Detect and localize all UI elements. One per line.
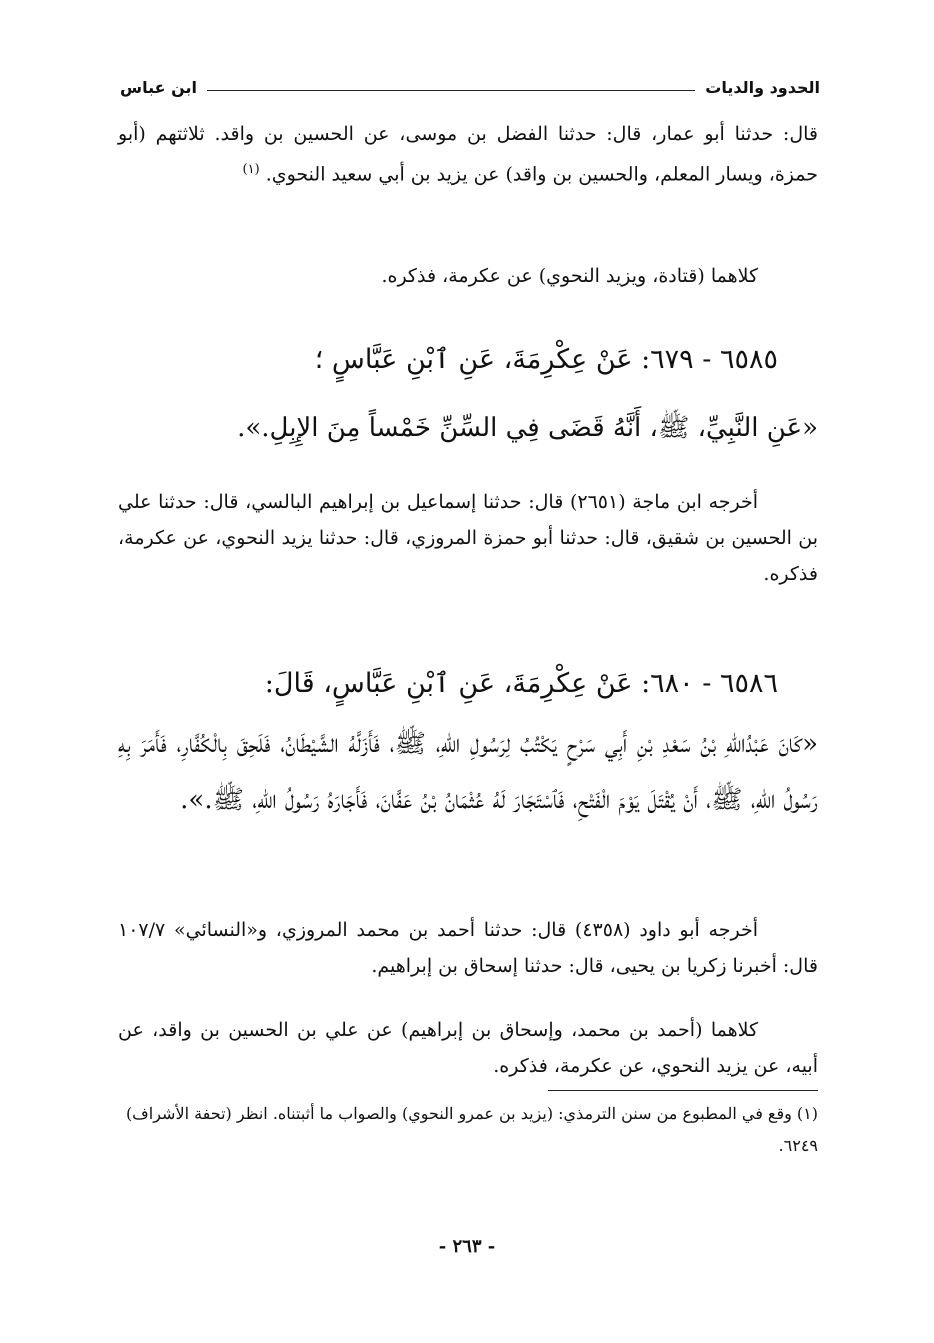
header-section-title: ابن عباس [120, 77, 198, 97]
hadith-1-heading: ٦٥٨٥ - ٦٧٩: عَنْ عِكْرِمَةَ، عَنِ ٱبْنِ عَبَّاسٍ ؛ [314, 344, 778, 375]
intro-conclusion: كلاهما (قتادة، ويزيد النحوي) عن عكرمة، فذكره. [381, 265, 758, 287]
footnote: (١) وقع في المطبوع من سنن الترمذي: (يزيد بن عمرو النحوي) والصواب ما أثبتناه. انظر (تحفة الأشراف) ٦٢٤٩. [125, 1104, 818, 1155]
hadith-2-text: «كَانَ عَبْدُاللّهِ بْنُ سَعْدِ بْنِ أَبِي سَرْحٍ يَكْتُبُ لِرَسُولِ اللّهِ، ﷺ، فَأَزَلَّهُ الشَّيْطَانُ، فَلَحِقَ بِالْكُفَّارِ، فَأَمَرَ بِهِ رَسُولُ اللّهِ، ﷺ، أَنْ يُقْتَلَ يَوْمَ الْفَتْحِ، فَٱسْتَجَارَ لَهُ عُثْمَانُ بْنُ عَفَّانَ، فَأَجَارَهُ رَسُولُ اللّهِ، ﷺ.». [118, 729, 818, 815]
intro-line-3: النحوي. [265, 163, 326, 186]
hadith-2-heading: ٦٥٨٦ - ٦٨٠: عَنْ عِكْرِمَةَ، عَنِ ٱبْنِ عَبَّاسٍ، قَالَ: [264, 668, 778, 699]
page-number: - ٢٦٣ - [438, 1236, 496, 1257]
running-header [120, 70, 820, 104]
header-rule [207, 90, 695, 91]
hadith-1-takhrij: أخرجه ابن ماجة (٢٦٥١) قال: حدثنا إسماعيل بن إبراهيم البالسي، قال: حدثنا علي بن الحسين بن شقيق، قال: حدثنا أبو حمزة المروزي، قال: حدثنا يزيد النحوي، عن عكرمة، فذكره. [118, 491, 818, 585]
footnote-reference: (١) [242, 162, 260, 177]
header-chapter-title: الحدود والديات [705, 77, 820, 97]
hadith-2-takhrij-2: كلاهما (أحمد بن محمد، وإسحاق بن إبراهيم) عن علي بن الحسين بن واقد، عن أبيه، عن يزيد النحوي، عن عكرمة، فذكره. [118, 1019, 818, 1077]
intro-line-1: قال: حدثنا أبو عمار، قال: حدثنا الفضل بن موسى، عن الحسين بن واقد. [214, 123, 818, 145]
hadith-2-takhrij-1: أخرجه أبو داود (٤٣٥٨) قال: حدثنا أحمد بن محمد المروزي، و«النسائي» ١٠٧/٧ قال: أخبرنا زكريا بن يحيى، قال: حدثنا إسحاق بن إبراهيم. [118, 919, 818, 977]
intro-line-2: ثلاثتهم (أبو حمزة، ويسار المعلم، والحسين بن واقد) عن يزيد بن أبي سعيد [118, 123, 818, 186]
footnote-separator [548, 1090, 818, 1091]
hadith-1-text: «عَنِ النَّبِيِّ، ﷺ، أَنَّهُ قَضَى فِي السِّنِّ خَمْساً مِنَ الإِبِلِ.». [237, 413, 818, 443]
intro-paragraph [118, 116, 818, 192]
